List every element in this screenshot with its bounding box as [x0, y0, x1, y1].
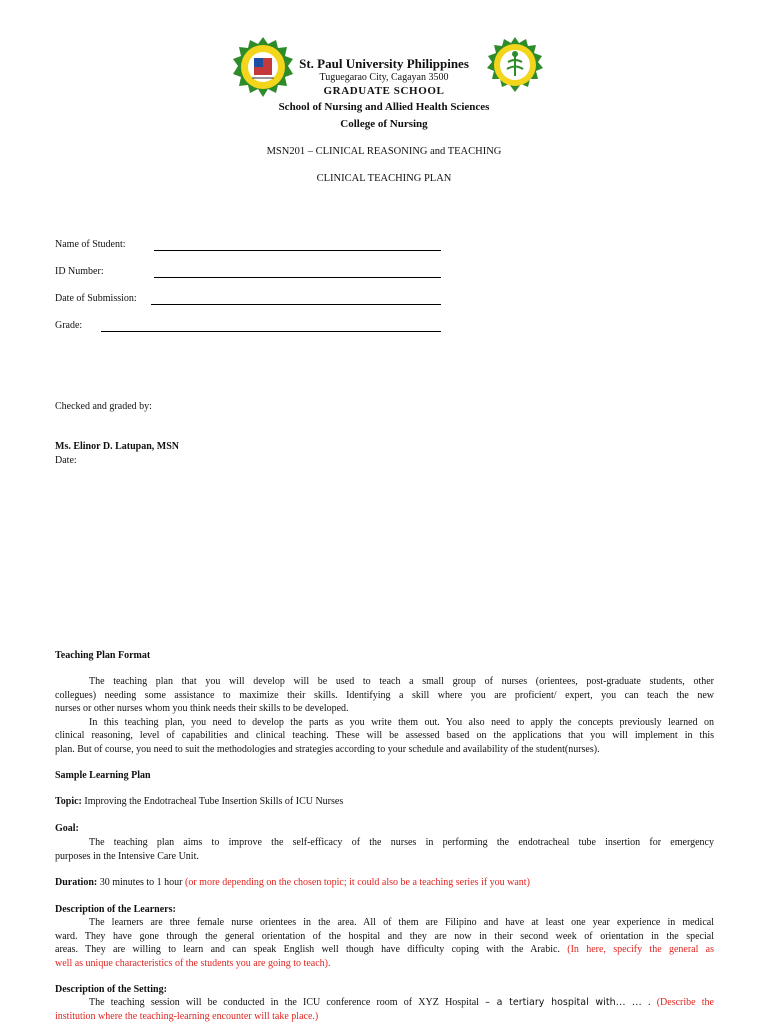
setting-hospital-type: – a tertiary hospital with: [485, 997, 616, 1008]
document-title: CLINICAL TEACHING PLAN: [316, 173, 452, 184]
learners-label: Description of the Learners:: [55, 904, 176, 915]
setting-note: (Describe the: [656, 997, 714, 1008]
learners-text: areas. They are willing to learn and can speak English well though have difficulty coping with the Arabic.: [55, 944, 568, 955]
topic-line: [55, 796, 343, 807]
grade-field-line[interactable]: [101, 331, 441, 332]
text-line: ward. They have gone through the general orientation of the hospital and they are now in their second week of orientation in the special: [55, 930, 714, 942]
learners-note: (In here, specify the general as: [567, 944, 715, 955]
name-field-line[interactable]: [154, 250, 441, 251]
text-line: nurses or other nurses whom you think needs their skills to be developed.: [55, 703, 349, 714]
grader-date-label: Date:: [55, 455, 77, 466]
setting-label: Description of the Setting:: [55, 984, 167, 995]
university-address: Tuguegarao City, Cagayan 3500: [319, 72, 449, 83]
goal-paragraph: [55, 836, 714, 863]
course-title: MSN201 – CLINICAL REASONING and TEACHING: [266, 146, 502, 157]
setting-ellipsis: … … .: [615, 997, 657, 1008]
college-name: College of Nursing: [340, 118, 428, 130]
id-field-line[interactable]: [154, 277, 441, 278]
text-line: plan. But of course, you need to suit the methodologies and strategies according to your schedule and availability of the student(nurses).: [55, 743, 600, 755]
duration-note: (or more depending on the chosen topic; it could also be a teaching series if you want): [185, 877, 530, 888]
name-label: Name of Student:: [55, 239, 126, 250]
text-line: The learners are three female nurse orientees in the area. All of them are Filipino and have at least one year experience in medical: [89, 917, 714, 928]
duration-label: Duration:: [55, 877, 98, 888]
goal-label: Goal:: [55, 823, 79, 834]
text-line: clinical reasoning, level of capabilities and clinical teaching. These will be assessed based on the applications that you will implement in this: [55, 730, 714, 741]
checked-by-label: Checked and graded by:: [55, 401, 152, 412]
text-line: In this teaching plan, you need to develop the parts as you write them out. You also need to apply the concepts previously learned on: [89, 716, 714, 728]
graduate-school-heading: GRADUATE SCHOOL: [323, 85, 445, 97]
learners-paragraph: [55, 916, 714, 970]
setting-text: The teaching session will be conducted in the ICU conference room of XYZ Hospital: [89, 997, 486, 1008]
text-line: The teaching plan aims to improve the self-efficacy of the nurses in performing the endotracheal tube insertion for emergency: [89, 837, 714, 848]
learners-note-line: well as unique characteristics of the students you are going to teach).: [55, 957, 331, 969]
text-line: [55, 996, 714, 1010]
setting-paragraph: [55, 996, 714, 1023]
setting-note-line: institution where the teaching-learning encounter will take place.): [55, 1010, 319, 1022]
school-name: School of Nursing and Allied Health Sciences: [278, 101, 490, 113]
text-line: [55, 943, 714, 957]
format-heading: Teaching Plan Format: [55, 650, 151, 661]
text-line: purposes in the Intensive Care Unit.: [55, 850, 199, 862]
text-line: The teaching plan that you will develop will be used to teach a small group of nurses (orientees, post-graduate students, other: [89, 676, 714, 687]
duration-line: [55, 877, 530, 888]
grade-label: Grade:: [55, 320, 83, 331]
sample-heading: Sample Learning Plan: [55, 770, 151, 781]
text-line: collegues) needing some assistance to maximize their skills. Identifying a skill where you are proficient/ expert, you can teach the new: [55, 689, 714, 701]
topic-value: Improving the Endotracheal Tube Insertion Skills of ICU Nurses: [81, 796, 344, 807]
id-label: ID Number:: [55, 266, 104, 277]
duration-value: 30 minutes to 1 hour: [97, 877, 186, 888]
grader-name: Ms. Elinor D. Latupan, MSN: [55, 441, 180, 452]
submission-date-label: Date of Submission:: [55, 293, 137, 304]
university-name: St. Paul University Philippines: [299, 56, 469, 71]
submission-date-field-line[interactable]: [151, 304, 441, 305]
topic-label: Topic:: [55, 796, 82, 807]
format-paragraph-1: [55, 675, 714, 756]
